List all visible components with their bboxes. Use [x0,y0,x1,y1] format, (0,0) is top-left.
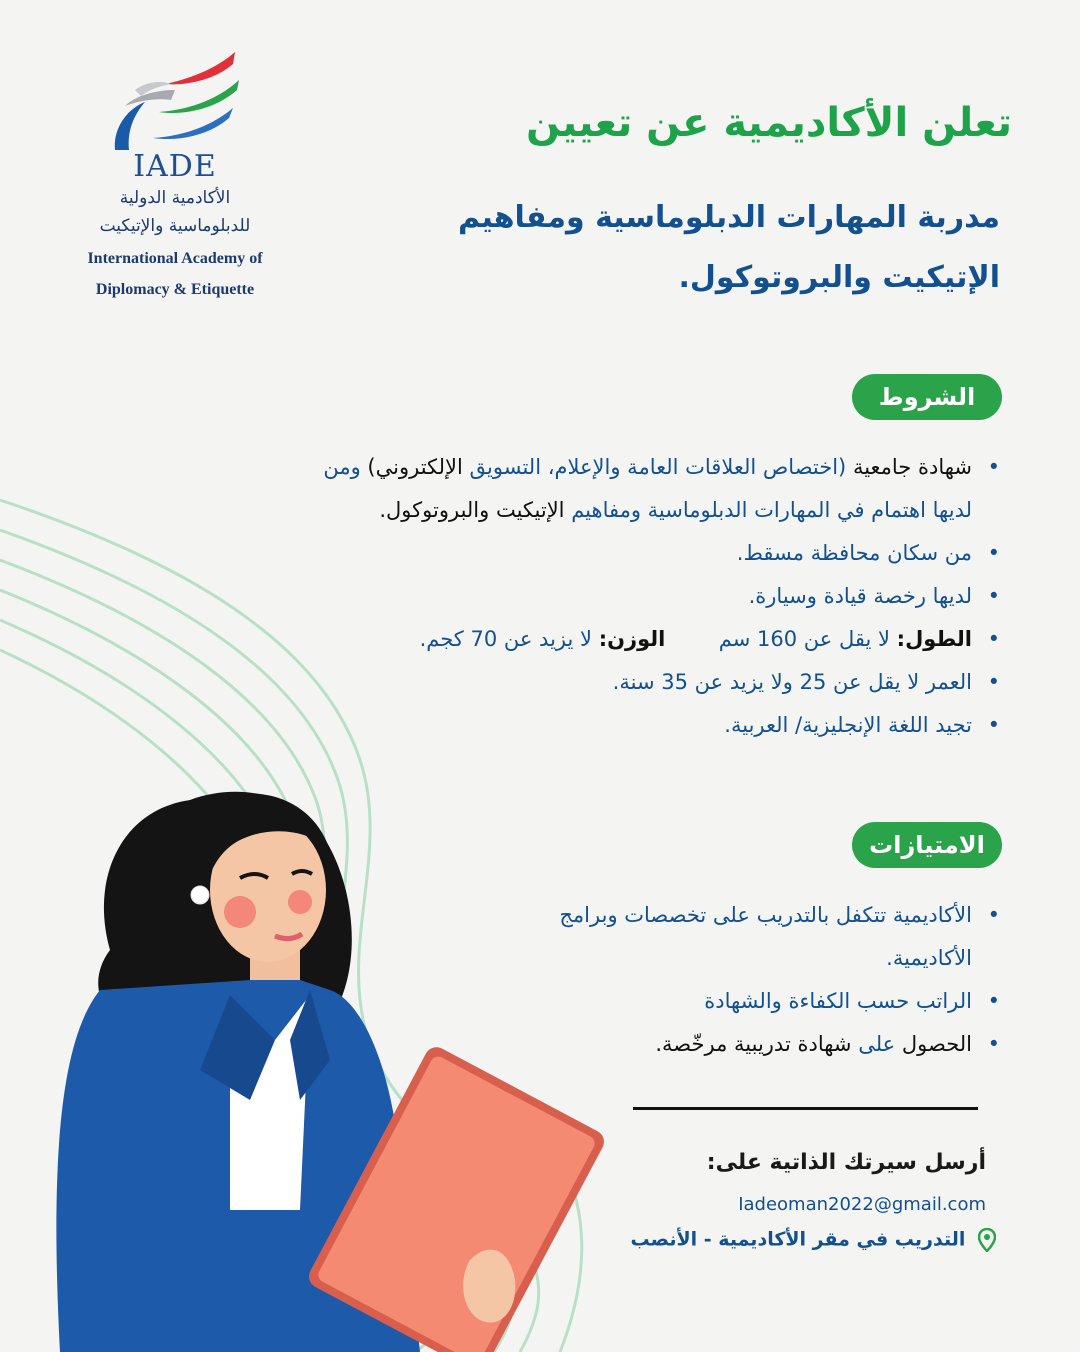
logo-english-line-1: International Academy of [87,250,263,267]
list-item-height-weight: • الطول: لا يقل عن 160 سم الوزن: لا يزيد عن 70 كجم. [320,618,1000,661]
list-item-degree: • شهادة جامعية (اختصاص العلاقات العامة والإعلام، التسويق الإلكتروني) ومن لديها اهتمام في المهارات الدبلوماسية ومفاهيم الإتيكيت والبروتوكول. [320,446,1000,532]
woman-illustration [0,740,620,1352]
logo-arabic-line-2: للدبلوماسية والإتيكيت [99,216,251,236]
logo-english-line-2: Diplomacy & Etiquette [95,281,255,298]
list-item-residence: • من سكان محافظة مسقط. [320,532,1000,575]
logo-abbreviation: IADE [133,149,217,184]
logo-arabic-line-1: الأكادمية الدولية [119,188,231,208]
list-item-license: • لديها رخصة قيادة وسيارة. [320,575,1000,618]
conditions-list [320,446,1000,747]
location-text: التدريب في مقر الأكاديمية - الأنصب [631,1228,996,1252]
conditions-heading: الشروط [852,374,1002,420]
academy-logo [60,50,290,320]
eagle-emblem-icon [105,50,245,155]
position-title: مدربة المهارات الدبلوماسية ومفاهيم الإتيكيت والبروتوكول. [457,200,1000,295]
divider-line [633,1107,978,1110]
list-item-certificate: • الحصول على شهادة تدريبية مرخّصة. [530,1023,1000,1066]
list-item-language: • تجيد اللغة الإنجليزية/ العربية. [320,704,1000,747]
announcement-title: تعلن الأكاديمية عن تعيين [526,100,1012,146]
location-pin-icon [978,1228,996,1252]
send-cv-label: أرسل سيرتك الذاتية على: [706,1150,986,1175]
list-item-salary: • الراتب حسب الكفاءة والشهادة [530,980,1000,1023]
list-item-age: • العمر لا يقل عن 25 ولا يزيد عن 35 سنة. [320,661,1000,704]
list-item-training: • الأكاديمية تتكفل بالتدريب على تخصصات وبرامج الأكاديمية. [530,894,1000,980]
benefits-heading: الامتيازات [852,822,1002,868]
email-link[interactable]: Iadeoman2022@gmail.com [738,1194,986,1215]
